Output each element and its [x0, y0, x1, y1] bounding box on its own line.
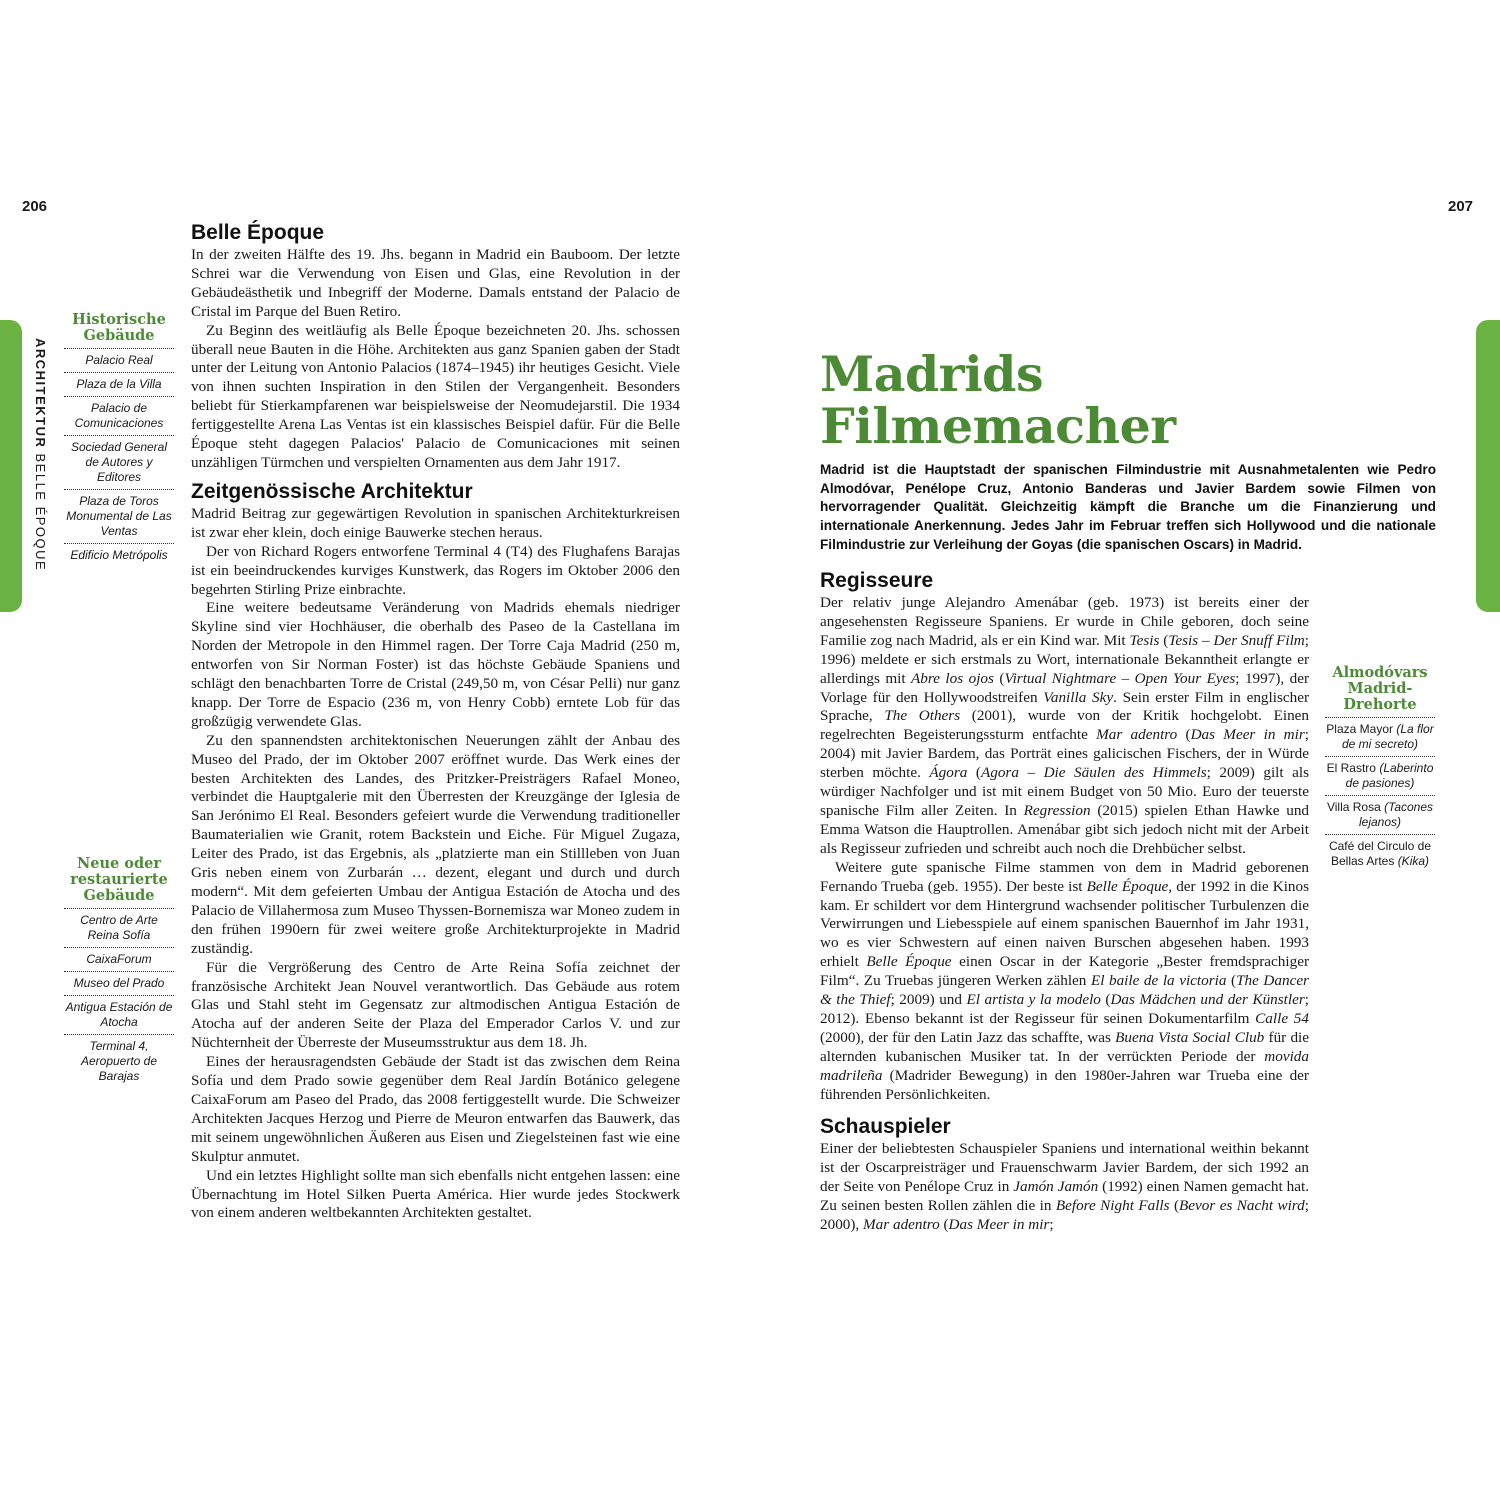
sidebox-item: Centro de Arte Reina Sofía: [64, 908, 174, 947]
running-header-chapter: ARCHITEKTUR: [33, 338, 48, 449]
paragraph: Der von Richard Rogers entworfene Terminal 4 (T4) des Flughafens Barajas ist ein beeindruckendes kurviges Kunstwerk, das Rogers im Oktober 2006 den begehrten Stirling Prize einbrachte.: [191, 542, 680, 598]
sidebox-item: Palacio Real: [64, 348, 174, 372]
sidebox-item: Sociedad General de Autores y Editores: [64, 435, 174, 489]
page-number-right: 207: [1448, 198, 1474, 215]
paragraph: Eines der herausragendsten Gebäude der Stadt ist das zwischen dem Reina Sofía und dem Prado sowie gegenüber dem Real Jardín Botánico gelegene CaixaForum am Paseo del Prado, das 2008 fertiggestellt wurde. Die Schweizer Architekten Jacques Herzog und Pierre de Meuron entwarfen das Bauwerk, das mit seinem ungewöhnlichen Äußeren aus Eisen und Ziegelsteinen fast wie eine Skulptur anmutet.: [191, 1053, 680, 1165]
paragraph: In der zweiten Hälfte des 19. Jhs. begann in Madrid ein Bauboom. Der letzte Schrei war die Verwendung von Eisen und Glas, eine Revolution in der Gebäudeästhetik und Inbegriff der Moderne. Damals entstand der Palacio de Cristal im Parque del Buen Retiro.: [191, 246, 680, 320]
paragraph-directors-1: Der relativ junge Alejandro Amenábar (geb. 1973) ist bereits einer der angesehensten Regisseure Spaniens. Er wurde in Chile geboren, doch seine Familie zog nach Madrid, als er ein Kind war. Mit Tesis (Tesis – Der Snuff Film; 1996) meldete er sich erstmals zu Wort, internationale Bekanntheit erlangte er allerdings mit Abre los ojos (Virtual Nightmare – Open Your Eyes; 1997), der Vorlage für den Hollywoodstreifen Vanilla Sky. Sein erster Film in englischer Sprache, The Others (2001), wurde von der Kritik hochgelobt. Einen regelrechten Begeisterungssturm entfachte Mar adentro (Das Meer in mir; 2004) mit Javier Bardem, das Porträt eines galicischen Fischers, der in Würde sterben möchte. Ágora (Agora – Die Säulen des Himmels; 2009) gilt als würdiger Nachfolger und ist mit einem Budget von 50 Mio. Euro der teuerste spanische Film aller Zeiten. In Regression (2015) spielen Ethan Hawke und Emma Watson die Hauptrollen. Amenábar gibt sich jedoch nicht mit der Arbeit als Regisseur zufrieden und schreibt auch noch die Drehbücher selbst.: [820, 594, 1310, 857]
paragraph: Zu den spannendsten architektonischen Neuerungen zählt der Anbau des Museo del Prado, der im Oktober 2007 eröffnet wurde. Das Werk eines der besten Architekten des Landes, des Pritzker-Preisträgers Rafael Moneo, verbindet die Hauptgalerie mit den Überresten der Kreuzgänge der Iglesia de San Jerónimo El Real. Besonders gefeiert wurde die Verwendung traditioneller Baumaterialien wie Granit, rotem Backstein und Eiche. Für Miguel Zugaza, Leiter des Prado, ist das Ergebnis, als „platzierte man ein Stillleben von Juan Gris neben einem von Zurbarán … dezent, elegant und durch und durch modern“. Mit dem gefeierten Umbau der Antigua Estación de Atocha und des Palacio de Villahermosa zum Museo Thyssen-Bornemisza war Moneo zudem in den frühen 1990ern für zwei weitere große Architekturprojekte in Madrid zuständig.: [191, 731, 680, 957]
chapter-title-line2: Filmemacher: [820, 397, 1176, 455]
sidebox-item: Edificio Metrópolis: [64, 543, 174, 567]
page-number-left: 206: [22, 198, 48, 215]
paragraph: Und ein letztes Highlight sollte man sich ebenfalls nicht entgehen lassen: eine Übernachtung im Hotel Silken Puerta América. Hier wurde jedes Stockwerk von einem anderen weltbekannten Architekten gestaltet.: [191, 1166, 680, 1222]
sidebox-item: Plaza de la Villa: [64, 372, 174, 396]
chapter-tab-left: [0, 320, 22, 612]
left-main-column: [191, 220, 680, 1223]
sidebox-almodovar-locations: [1325, 665, 1435, 873]
sidebox-item: Plaza de Toros Monumental de Las Ventas: [64, 489, 174, 543]
sidebox-item: Palacio de Comunicaciones: [64, 396, 174, 435]
sidebox-item: Antigua Estación de Atocha: [64, 995, 174, 1034]
sidebox-item: Museo del Prado: [64, 971, 174, 995]
sidebox-new-buildings: [64, 856, 174, 1088]
lead-paragraph: Madrid ist die Hauptstadt der spanischen Filmindustrie mit Ausnahmetalenten wie Pedro Almodóvar, Penélope Cruz, Antonio Banderas und Javier Bardem sowie Filmen von hervorragender Qualität. Gleichzeitig kämpft die Branche um die Finanzierung und internationale Anerkennung. Jedes Jahr im Februar treffen sich Hollywood und die nationale Filmindustrie zur Verleihung der Goyas (die spanischen Oscars) in Madrid.: [820, 462, 1436, 552]
sidebox-title: Almodóvars Madrid-Drehorte: [1332, 664, 1428, 713]
running-header-section: BELLE ÉPOQUE: [33, 448, 48, 572]
paragraph: Eine weitere bedeutsame Veränderung von Madrids ehemals niedriger Skyline sind vier Hochhäuser, die oberhalb des Paseo de la Castellana im Norden der Metropole in den Himmel ragen. Der Torre Caja Madrid (250 m, entworfen von Sir Norman Foster) ist das höchste Gebäude Spaniens und schlägt den benachbarten Torre de Cristal (249,50 m, von César Pelli) nur ganz knapp. Der Torre de Espacio (236 m, von Henry Cobb) erntete Lob für das großzügig verwendete Glas.: [191, 599, 680, 730]
heading-directors: Regisseure: [820, 569, 934, 592]
sidebox-title: Neue oder restaurierte Gebäude: [70, 855, 168, 904]
sidebox-item: CaixaForum: [64, 947, 174, 971]
paragraph: Madrid Beitrag zur gegewärtigen Revolution in spanischen Architekturkreisen ist zwar eher klein, doch einige Bauwerke stechen heraus.: [191, 504, 680, 541]
paragraph: Zu Beginn des weitläufig als Belle Époque bezeichneten 20. Jhs. schossen überall neue Bauten in die Höhe. Architekten aus ganz Spanien gaben der Stadt unter der Leitung von Antonio Palacios (1874–1945) ihr heutiges Gesicht. Viele von ihnen suchten Inspiration in den Stilen der Vergangenheit. Besonders beliebt für Stierkampfarenen war beispielsweise der Neomudejarstil. Die 1934 fertiggestellte Arena Las Ventas ist ein klassisches Beispiel dafür. Für die Belle Époque steht dagegen Palacios' Palacio de Comunicaciones mit seinen unzähligen Türmchen und verspielten Ornamenten aus dem Jahr 1917.: [191, 321, 680, 471]
right-main-column: [820, 568, 1309, 1235]
paragraph: Für die Vergrößerung des Centro de Arte Reina Sofía zeichnet der französische Architekt Jean Nouvel verantwortlich. Das Gebäude aus rotem Glas und Stahl steht im Gegensatz zur altmodischen Antigua Estación de Atocha auf der anderen Seite der Plaza del Emperador Carlos V. und zur Nüchternheit der Überreste der Museumsstruktur aus dem 18. Jh.: [191, 958, 680, 1052]
sidebox-item: Café del Circulo de Bellas Artes (Kika): [1325, 834, 1435, 873]
sidebox-item: El Rastro (Laberinto de pasiones): [1325, 756, 1435, 795]
heading-actors: Schauspieler: [820, 1115, 951, 1139]
heading-belle-epoque: Belle Époque: [191, 221, 325, 244]
chapter-title-line1: Madrids: [820, 345, 1044, 403]
sidebox-item: Terminal 4, Aeropuerto de Barajas: [64, 1034, 174, 1088]
sidebox-item: Villa Rosa (Tacones lejanos): [1325, 795, 1435, 834]
sidebox-item: Plaza Mayor (La flor de mi secreto): [1325, 717, 1435, 756]
paragraph-actors-1: Einer der beliebtesten Schauspieler Spaniens und international weithin bekannt ist der Oscarpreisträger und Frauenschwarm Javier Bardem, der sich 1992 an der Seite von Penélope Cruz in Jamón Jamón (1992) einen Namen gemacht hat. Zu seinen besten Rollen zählen die in Before Night Falls (Bevor es Nacht wird; 2000), Mar adentro (Das Meer in mir;: [820, 1140, 1309, 1234]
paragraph-directors-2: Weitere gute spanische Filme stammen von dem in Madrid geborenen Fernando Trueba (geb. 1955). Der beste ist Belle Époque, der 1992 in die Kinos kam. Er schildert vor dem Hintergrund wachsender politischer Turbulenzen die Verwirrungen und Liebesspiele auf einem spanischen Bauernhof im Jahr 1931, wo es vier Schwestern auf einen naiven Burschen abgesehen haben. 1993 erhielt Belle Époque einen Oscar in der Kategorie „Bester fremdsprachiger Film“. Zu Truebas jüngeren Werken zählen El baile de la victoria (The Dancer & the Thief; 2009) und El artista y la modelo (Das Mädchen und der Künstler; 2012). Ebenso bekannt ist der Regisseur für seinen Dokumentarfilm Calle 54 (2000), der für den Latin Jazz das schaffte, was Buena Vista Social Club für die alternden kubanischen Musiker tat. In der verrückten Periode der movida madrileña (Madrider Bewegung) in den 1980er-Jahren war Trueba eine der führenden Persönlichkeiten.: [820, 858, 1310, 1103]
sidebox-title: Historische Gebäude: [72, 311, 166, 344]
sidebox-historic-buildings: [64, 312, 174, 567]
heading-contemporary-architecture: Zeitgenössische Architektur: [191, 479, 473, 503]
chapter-tab-right: [1476, 320, 1500, 612]
running-header-vertical: [32, 338, 48, 578]
chapter-title: [820, 345, 1380, 455]
